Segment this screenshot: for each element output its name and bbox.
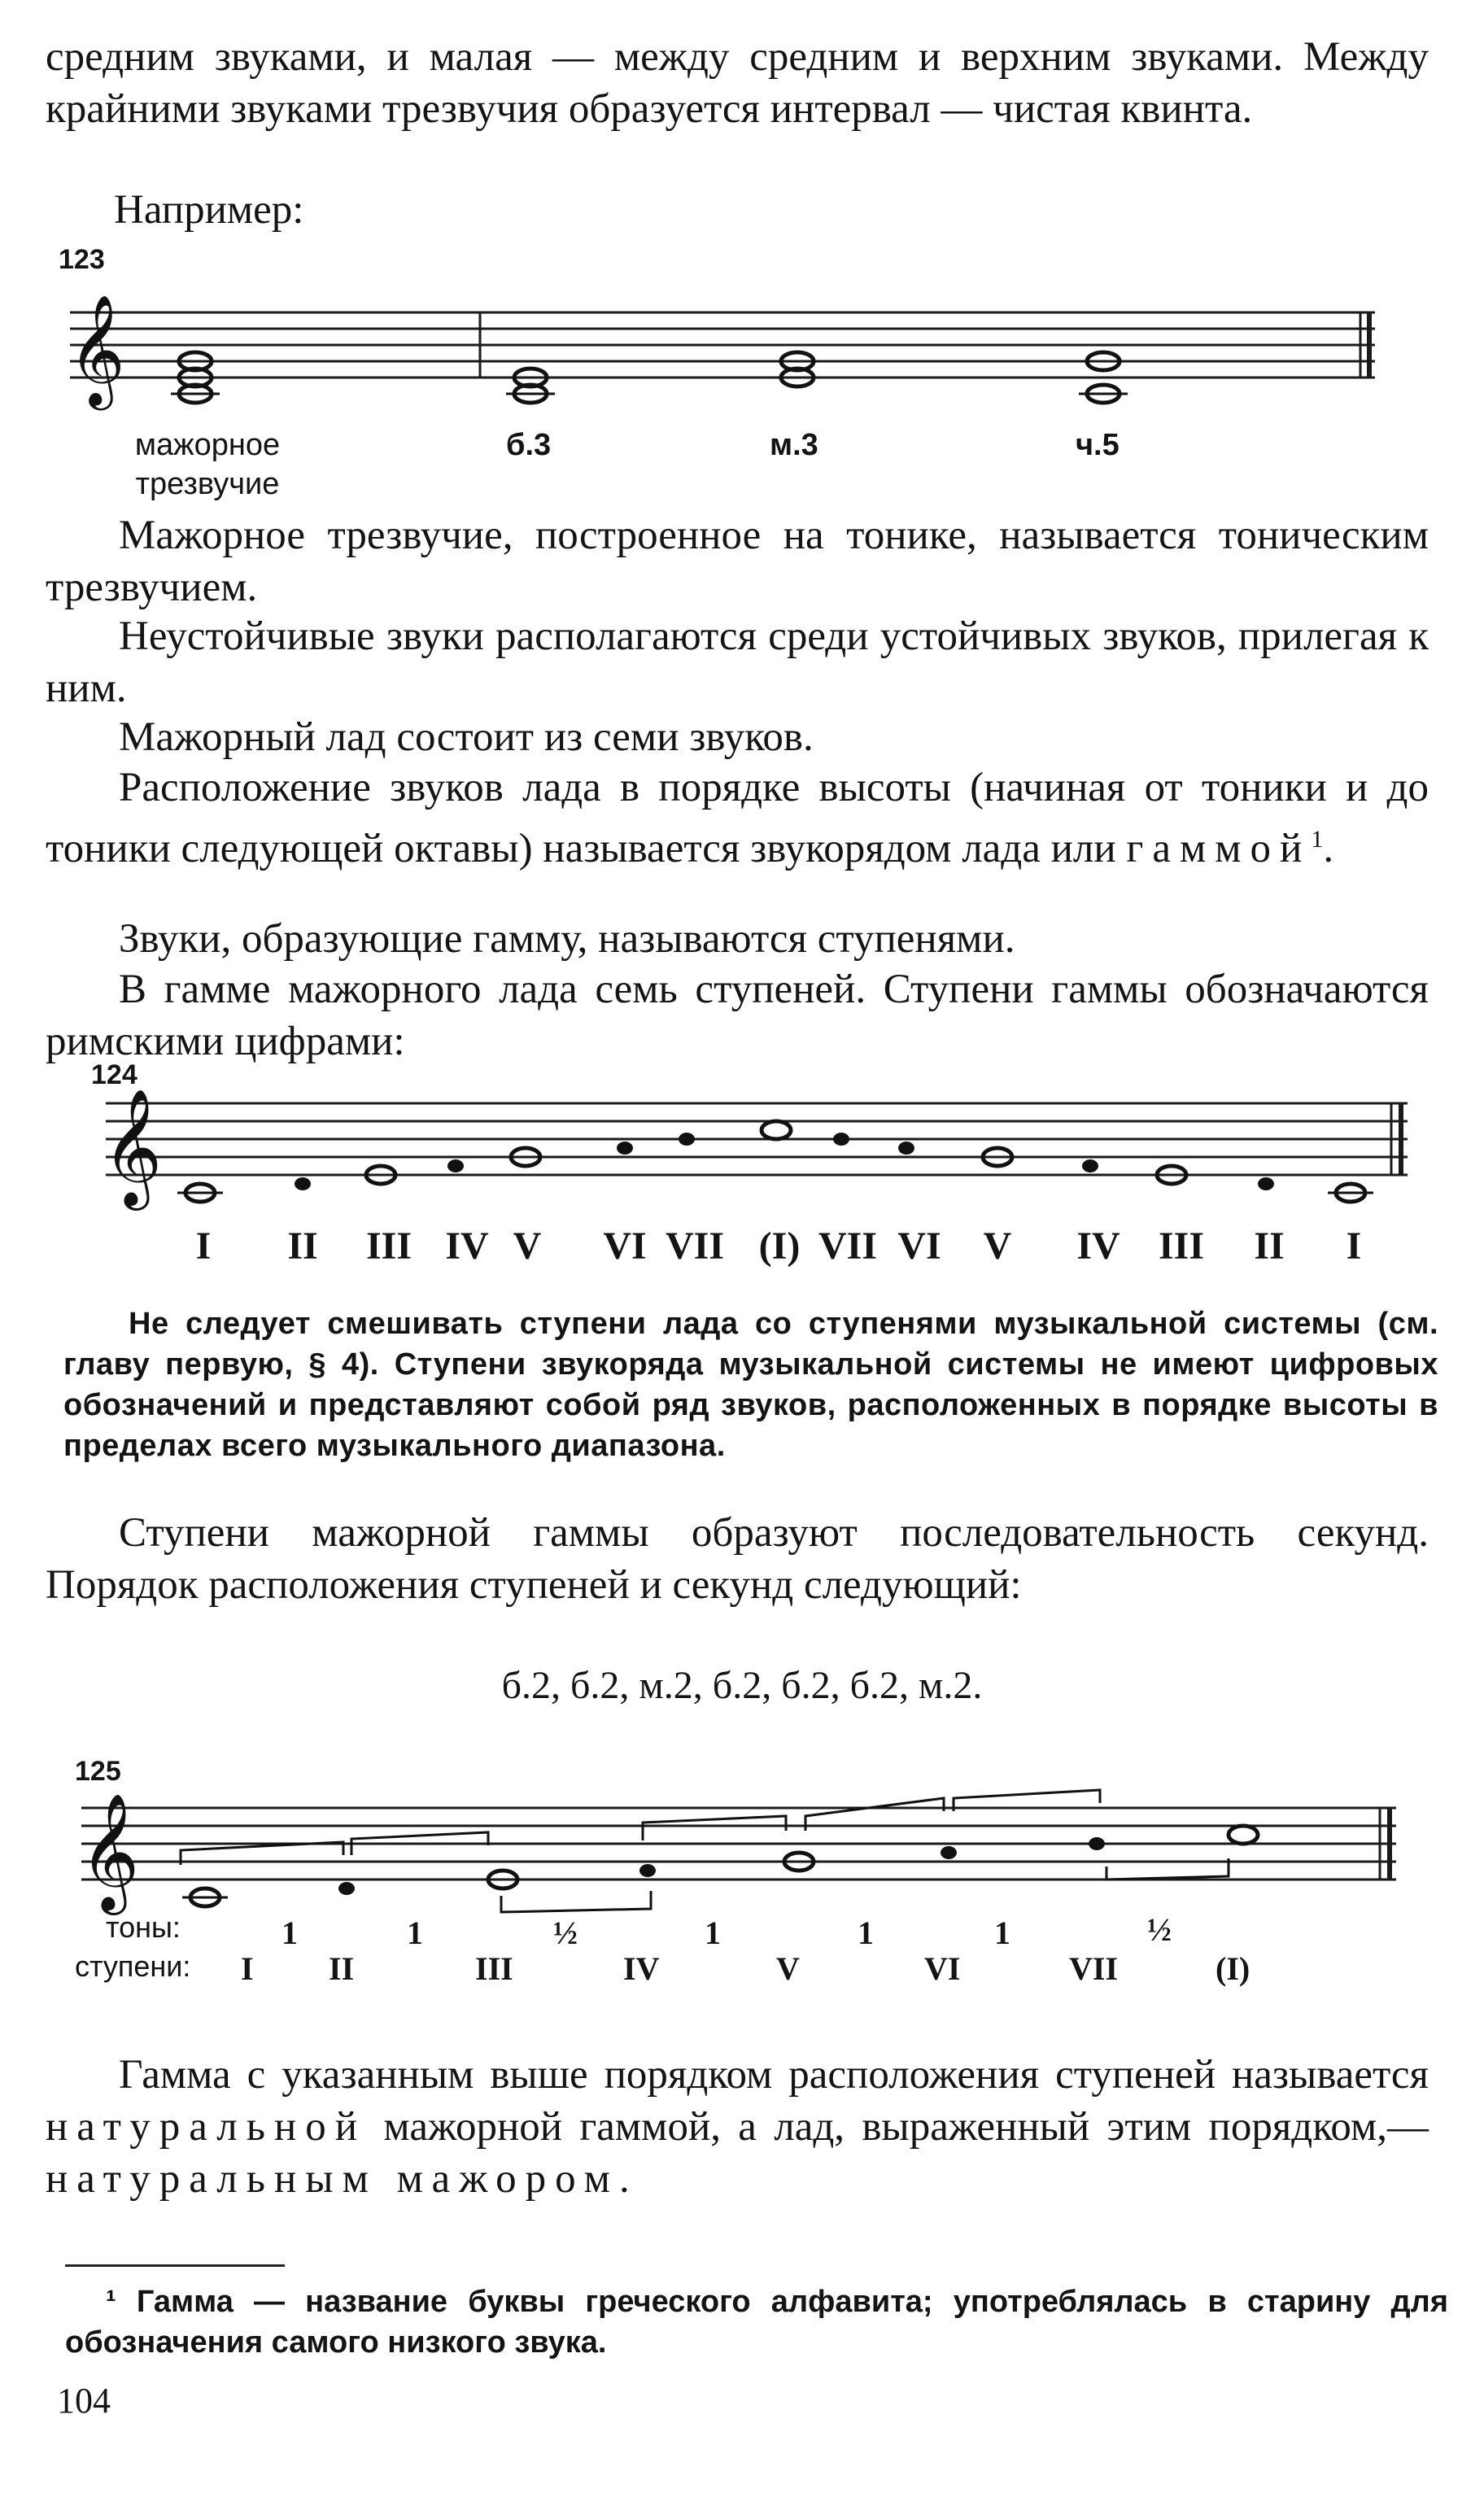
degree-label: IV <box>623 1950 660 1987</box>
paragraph-seconds-sequence: Ступени мажорной гаммы образуют последовательность секунд. Порядок расположения ступеней и секунд следующий: <box>46 1510 1429 1608</box>
tone-value: ½ <box>553 1915 578 1951</box>
tone-value: 1 <box>858 1915 874 1951</box>
page-number: 104 <box>57 2381 111 2421</box>
degree-label: V <box>513 1225 542 1268</box>
scale-def-end: . <box>1323 826 1334 871</box>
paragraph-triad-intervals: средним звуками, и малая — между средним и верхним звуками. Между крайними звуками трезвучия образуется интервал — чистая квинта. <box>46 34 1429 132</box>
tone-value: 1 <box>705 1915 721 1951</box>
degree-label: IV <box>445 1225 489 1268</box>
degree-label: III <box>1158 1225 1205 1268</box>
footnote: ¹ Гамма — название буквы греческого алфавита; употреблялась в старину для обозначения самого низкого звука. <box>65 2285 1448 2360</box>
caption-major-triad-1: мажорное <box>134 428 281 462</box>
paragraph-for-example: Например: <box>114 187 304 233</box>
natural-major-text-1: Гамма с указанным выше порядком расположения ступеней называется <box>119 2052 1429 2098</box>
paragraph-seven-tones: Мажорный лад состоит из семи звуков. <box>119 714 814 760</box>
degree-label: III <box>365 1225 412 1268</box>
natural-major-end: . <box>618 2156 630 2202</box>
degree-label: III <box>475 1950 513 1987</box>
paragraph-unstable-tones: Неустойчивые звуки располагаются среди устойчивых звуков, прилегая к ним. <box>46 613 1429 711</box>
treble-clef-icon-2: 𝄞 <box>103 1089 163 1206</box>
tone-value: 1 <box>282 1915 298 1951</box>
footnote-ref: 1 <box>1311 826 1324 853</box>
treble-clef-icon: 𝄞 <box>68 293 125 405</box>
degree-label: II <box>287 1225 318 1268</box>
paragraph-roman-numerals: В гамме мажорного лада семь ступеней. Ступени гаммы обозначаются римскими цифрами: <box>46 967 1429 1064</box>
scale-term: гаммой <box>1126 826 1312 871</box>
degree-label: II <box>329 1950 355 1987</box>
degree-label: I <box>1346 1225 1362 1268</box>
interval-label-major-third: б.3 <box>506 428 552 462</box>
example-number-124: 124 <box>91 1059 137 1090</box>
footnote-rule <box>65 2264 285 2267</box>
note-small-print: Не следует смешивать ступени лада со ступенями музыкальной системы (см. главу первую, § 4). Ступени звукоряда музыкальной системы не имеют цифровых обозначений и представляют собой ряд звуков, расположенных в порядке высоты в пределах всего музыкального диапазона. <box>63 1307 1438 1463</box>
degree-label: I <box>195 1225 212 1268</box>
term-natural-major: натуральным мажором <box>46 2156 619 2202</box>
degree-label: I <box>241 1950 254 1987</box>
seconds-formula: б.2, б.2, м.2, б.2, б.2, б.2, м.2. <box>501 1664 983 1707</box>
scale-notes-125 <box>182 1826 1258 1906</box>
degree-label: VII <box>665 1225 725 1268</box>
degree-label: VI <box>924 1950 961 1987</box>
interval-label-perfect-fifth: ч.5 <box>1076 428 1120 462</box>
tone-value: 1 <box>407 1915 423 1951</box>
degree-label: (I) <box>758 1225 801 1268</box>
term-natural: натуральной <box>46 2104 367 2150</box>
paragraph-degrees: Звуки, образующие гамму, называются ступенями. <box>119 916 1015 962</box>
degrees-label: ступени: <box>75 1949 191 1983</box>
scale-def-text: Расположение звуков лада в порядке высоты (начиная от тоники и до тоники следующей октавы) называется звукорядом лада или <box>46 765 1429 871</box>
tone-value: ½ <box>1147 1911 1172 1948</box>
paragraph-tonic-triad: Мажорное трезвучие, построенное на тонике, называется тоническим трезвучием. <box>46 513 1429 610</box>
treble-clef-icon-3: 𝄞 <box>80 1793 140 1910</box>
degree-label: VII <box>818 1225 878 1268</box>
degree-label: VI <box>603 1225 647 1268</box>
caption-major-triad-2: трезвучие <box>135 467 280 501</box>
degree-label: II <box>1254 1225 1285 1268</box>
tone-value: 1 <box>994 1915 1010 1951</box>
example-number-125: 125 <box>75 1756 121 1787</box>
degree-label: V <box>776 1950 800 1987</box>
degree-label: V <box>983 1225 1012 1268</box>
interval-label-minor-third: м.3 <box>770 428 818 462</box>
degree-label: (I) <box>1216 1950 1250 1987</box>
paragraph-natural-major <box>46 2049 1429 2205</box>
degree-label: VI <box>897 1225 941 1268</box>
natural-major-text-2: мажорной гаммой, а лад, выраженный этим порядком,— <box>383 2104 1429 2150</box>
tones-label: тоны: <box>106 1910 181 1944</box>
example-number-123: 123 <box>59 244 105 275</box>
degree-label: VII <box>1069 1950 1119 1987</box>
degree-label: IV <box>1076 1225 1120 1268</box>
